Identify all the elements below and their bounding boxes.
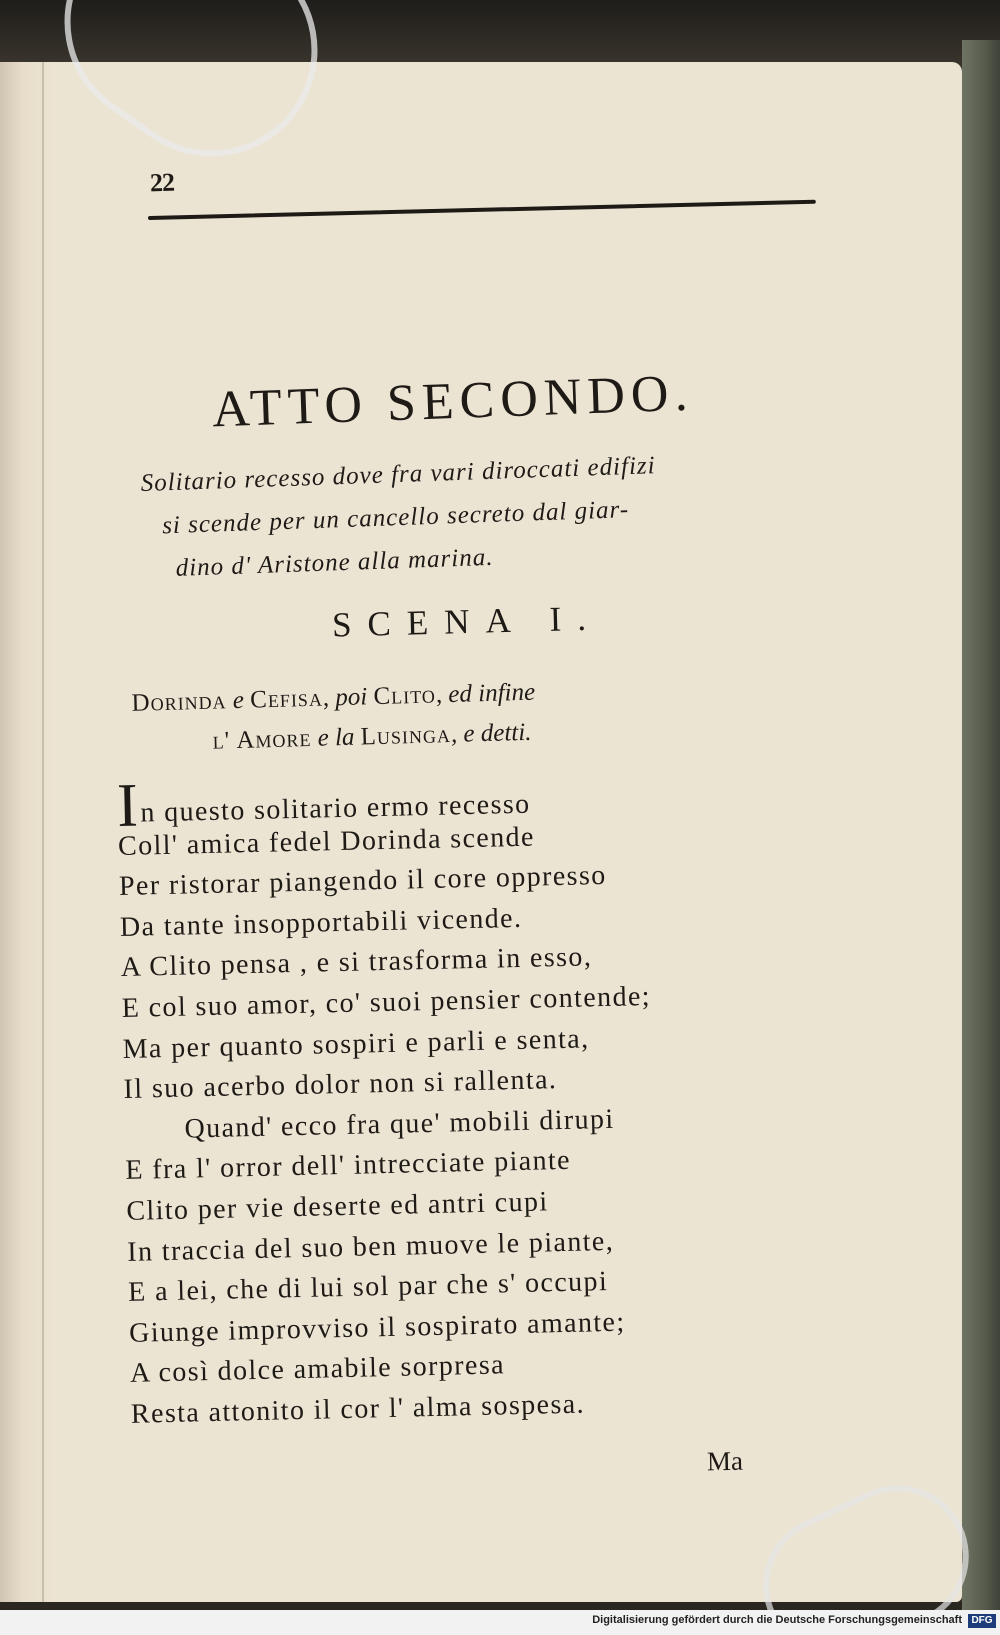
conjunction: , e detti. bbox=[450, 718, 532, 749]
character-name: Clito bbox=[373, 681, 437, 711]
setting-line: si scende per un cancello secreto dal giar- bbox=[161, 496, 630, 540]
punctuation: , bbox=[322, 684, 330, 712]
verse-line: Resta attonito il cor l' alma sospesa. bbox=[130, 1388, 586, 1430]
conjunction: e la bbox=[317, 723, 355, 752]
character-name: Cefisa bbox=[249, 684, 324, 714]
scene-setting bbox=[140, 438, 834, 591]
setting-line: Solitario recesso dove fra vari diroccati edifizi bbox=[140, 452, 657, 498]
verse-line: Coll' amica fedel Dorinda scende bbox=[117, 821, 536, 862]
conjunction: e bbox=[232, 686, 245, 715]
verse-line: Quand' ecco fra que' mobili dirupi bbox=[184, 1103, 615, 1145]
verse-line: A così dolce amabile sorpresa bbox=[129, 1349, 506, 1390]
verse-block bbox=[117, 770, 832, 1435]
verse-line: Ma per quanto sospiri e parli e senta, bbox=[122, 1022, 590, 1065]
scene-title: SCENA I. bbox=[331, 598, 603, 645]
setting-line: dino d' Aristone alla marina. bbox=[175, 543, 494, 582]
conjunction: ed infine bbox=[447, 678, 536, 709]
book-cover-edge bbox=[962, 40, 1000, 1610]
verse-line: E fra l' orror dell' intrecciate piante bbox=[125, 1145, 572, 1187]
drop-cap: I bbox=[116, 771, 140, 841]
act-title: ATTO SECONDO. bbox=[211, 364, 695, 439]
character-name: Amore bbox=[236, 724, 312, 755]
verse-line: E a lei, che di lui sol par che s' occupi bbox=[127, 1266, 609, 1309]
funding-credit: Digitalisierung gefördert durch die Deutsche Forschungsgemeinschaft bbox=[592, 1614, 962, 1626]
verse-line: Da tante insopportabili vicende. bbox=[119, 902, 523, 943]
character-name: Lusinga bbox=[360, 721, 452, 751]
dfg-logo: DFG bbox=[968, 1614, 996, 1628]
verse-line: Per ristorar piangendo il core oppresso bbox=[118, 860, 607, 903]
punctuation: , bbox=[435, 681, 443, 709]
verse-text: n questo solitario ermo recesso bbox=[140, 788, 531, 829]
verse-line: Il suo acerbo dolor non si rallenta. bbox=[123, 1064, 558, 1106]
verse-line: Clito per vie deserte ed antri cupi bbox=[126, 1186, 549, 1227]
conjunction: poi bbox=[334, 683, 368, 712]
verse-line: Giunge improvviso il sospirato amante; bbox=[128, 1306, 626, 1349]
page-number: 22 bbox=[149, 167, 175, 198]
verse-line: E col suo amor, co' suoi pensier contende; bbox=[121, 980, 652, 1024]
catchword: Ma bbox=[706, 1445, 744, 1477]
verse-line: In traccia del suo ben muove le piante, bbox=[126, 1225, 615, 1268]
verse-line: A Clito pensa , e si trasforma in esso, bbox=[120, 941, 593, 984]
character-name: Dorinda bbox=[131, 687, 227, 717]
article: l' bbox=[212, 727, 231, 755]
page-stack-edge bbox=[0, 62, 56, 1602]
